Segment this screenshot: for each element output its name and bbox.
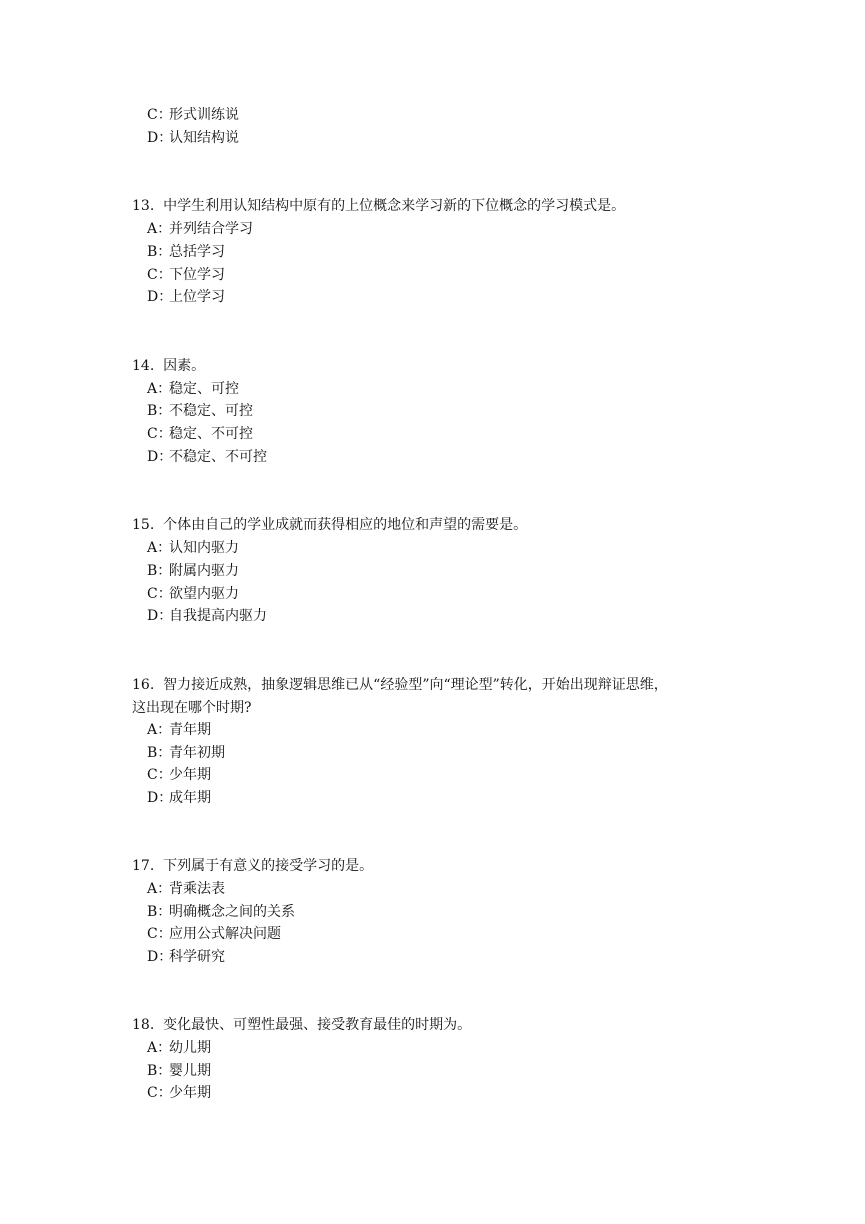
option-c	[147, 264, 225, 287]
option-letter: A：	[147, 381, 172, 397]
option-letter: B：	[147, 563, 172, 579]
option-letter: D：	[147, 790, 173, 806]
option-letter: D：	[147, 289, 173, 305]
option-d	[147, 286, 225, 309]
option-text: 认知内驱力	[169, 540, 239, 556]
option-letter: A：	[147, 881, 172, 897]
option-text: 明确概念之间的关系	[169, 904, 295, 920]
option-text: 自我提高内驱力	[169, 608, 267, 624]
option-letter: D：	[147, 130, 173, 146]
question-stem: 17. 下列属于有意义的接受学习的是。	[132, 858, 374, 874]
question-stem: 18. 变化最快、可塑性最强、接受教育最佳的时期为。	[132, 1017, 472, 1033]
option-letter: B：	[147, 403, 172, 419]
option-text: 成年期	[169, 790, 211, 806]
question-stem: 14. 因素。	[132, 358, 206, 374]
option-text: 并列结合学习	[169, 221, 253, 237]
question-stem-line-2: 这出现在哪个时期?	[132, 700, 252, 716]
option-letter: A：	[147, 221, 172, 237]
option-letter: B：	[147, 1063, 172, 1079]
option-text: 认知结构说	[169, 130, 239, 146]
option-text: 欲望内驱力	[169, 586, 239, 602]
option-letter: D：	[147, 949, 173, 965]
option-d	[147, 127, 239, 150]
option-letter: B：	[147, 904, 172, 920]
option-letter: B：	[147, 745, 172, 761]
option-b	[147, 901, 295, 924]
question-stem: 13. 中学生利用认知结构中原有的上位概念来学习新的下位概念的学习模式是。	[132, 198, 626, 214]
option-text: 不稳定、可控	[169, 403, 253, 419]
option-text: 下位学习	[169, 267, 225, 283]
option-letter: B：	[147, 244, 172, 260]
option-a	[147, 378, 239, 401]
option-text: 形式训练说	[169, 107, 239, 123]
option-a	[147, 719, 211, 742]
option-text: 幼儿期	[169, 1040, 211, 1056]
option-letter: D：	[147, 608, 173, 624]
option-c	[147, 583, 239, 606]
option-c	[147, 764, 211, 787]
option-text: 少年期	[169, 767, 211, 783]
option-letter: C：	[147, 1085, 172, 1101]
option-a	[147, 878, 225, 901]
option-b	[147, 742, 225, 765]
option-text: 青年期	[169, 722, 211, 738]
option-b	[147, 560, 239, 583]
option-c	[147, 923, 281, 946]
option-b	[147, 1060, 211, 1083]
option-text: 少年期	[169, 1085, 211, 1101]
option-letter: D：	[147, 449, 173, 465]
option-text: 青年初期	[169, 745, 225, 761]
option-a	[147, 537, 239, 560]
option-text: 稳定、可控	[169, 381, 239, 397]
option-d	[147, 605, 267, 628]
option-text: 不稳定、不可控	[169, 449, 267, 465]
option-letter: A：	[147, 540, 172, 556]
option-letter: C：	[147, 926, 172, 942]
option-letter: C：	[147, 107, 172, 123]
option-text: 稳定、不可控	[169, 426, 253, 442]
option-text: 总括学习	[169, 244, 225, 260]
option-a	[147, 218, 253, 241]
option-letter: A：	[147, 1040, 172, 1056]
option-d	[147, 787, 211, 810]
option-text: 附属内驱力	[169, 563, 239, 579]
question-stem: 15. 个体由自己的学业成就而获得相应的地位和声望的需要是。	[132, 517, 528, 533]
option-b	[147, 400, 253, 423]
option-letter: C：	[147, 586, 172, 602]
question-stem-line-1: 16. 智力接近成熟，抽象逻辑思维已从“经验型”向“理论型”转化，开始出现辩证思维，	[132, 677, 668, 693]
option-text: 背乘法表	[169, 881, 225, 897]
option-letter: A：	[147, 722, 172, 738]
option-a	[147, 1037, 211, 1060]
option-text: 婴儿期	[169, 1063, 211, 1079]
option-text: 上位学习	[169, 289, 225, 305]
option-letter: C：	[147, 426, 172, 442]
option-text: 科学研究	[169, 949, 225, 965]
option-d	[147, 446, 267, 469]
option-letter: C：	[147, 767, 172, 783]
option-c	[147, 104, 239, 127]
option-c	[147, 423, 253, 446]
option-d	[147, 946, 225, 969]
option-text: 应用公式解决问题	[169, 926, 281, 942]
option-letter: C：	[147, 267, 172, 283]
option-c	[147, 1082, 211, 1105]
option-b	[147, 241, 225, 264]
